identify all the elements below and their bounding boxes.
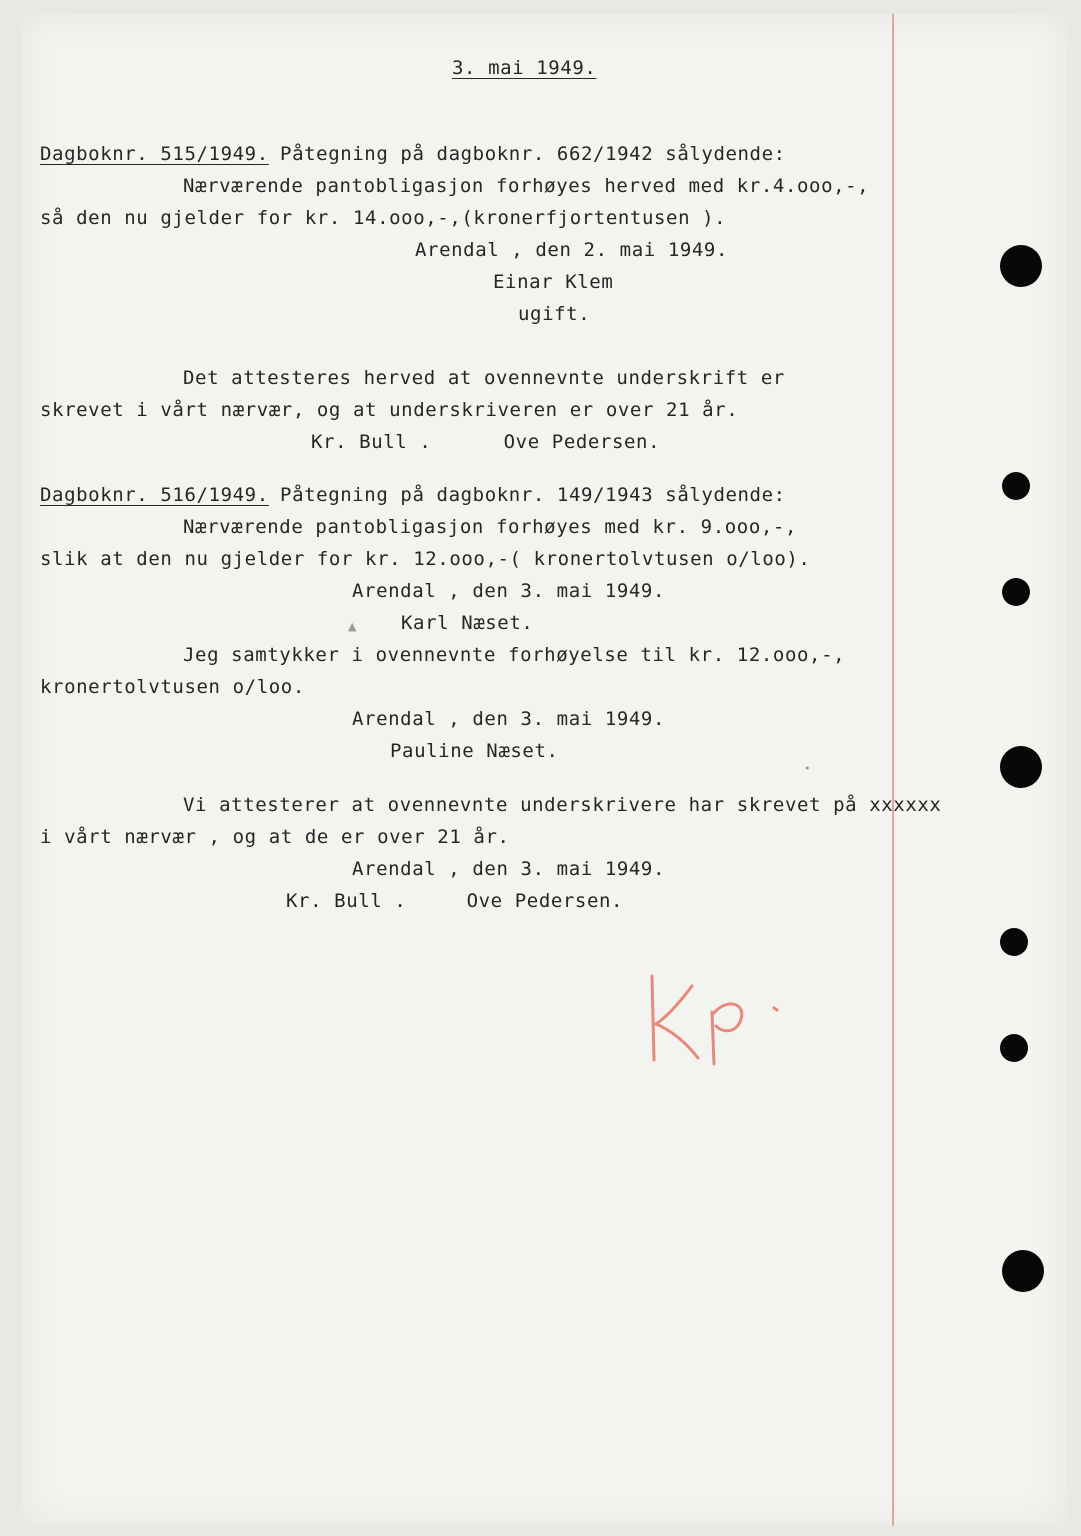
consent-text-line: kronertolvtusen o/loo. xyxy=(40,676,305,698)
entry-heading-text: Påtegning på dagboknr. 149/1943 sålydende: xyxy=(268,484,786,506)
entry-text-line: Nærværende pantobligasjon forhøyes med kr. 9.ooo,-, xyxy=(183,516,797,538)
punch-hole xyxy=(1000,1034,1028,1062)
consent-text-line: Jeg samtykker i ovennevnte forhøyelse til kr. 12.ooo,-, xyxy=(183,644,846,666)
witness-names: Kr. Bull . Ove Pedersen. xyxy=(311,431,661,453)
punch-hole xyxy=(1000,928,1028,956)
witness-names: Kr. Bull . Ove Pedersen. xyxy=(286,890,624,912)
punch-hole xyxy=(1002,578,1030,606)
attestation-text-line: i vårt nærvær , og at de er over 21 år. xyxy=(40,826,510,848)
punch-hole xyxy=(1000,746,1042,788)
attestation-text-line: skrevet i vårt nærvær, og at underskriveren er over 21 år. xyxy=(40,399,739,421)
handwritten-initials xyxy=(640,968,790,1068)
page-date: 3. mai 1949. xyxy=(452,57,597,79)
red-margin-rule xyxy=(892,14,894,1526)
place-date-line: Arendal , den 3. mai 1949. xyxy=(352,580,666,602)
entry-text-line: slik at den nu gjelder for kr. 12.ooo,-( kronertolvtusen o/loo). xyxy=(40,548,811,570)
signatory-name: Pauline Næset. xyxy=(390,740,559,762)
punch-hole xyxy=(1000,245,1042,287)
attestation-text-line: Det attesteres herved at ovennevnte underskrift er xyxy=(183,367,785,389)
entry-reference: Dagboknr. 515/1949. xyxy=(40,143,269,165)
place-date-line: Arendal , den 2. mai 1949. xyxy=(415,239,729,261)
entry-reference: Dagboknr. 516/1949. xyxy=(40,484,269,506)
signatory-name: Einar Klem xyxy=(493,271,614,293)
punch-hole xyxy=(1002,1250,1044,1292)
place-date-line: Arendal , den 3. mai 1949. xyxy=(352,858,666,880)
attestation-text-line: Vi attesterer at ovennevnte underskrivere har skrevet på xxxxxx xyxy=(183,794,942,816)
signatory-name: Karl Næset. xyxy=(401,612,534,634)
place-date-line: Arendal , den 3. mai 1949. xyxy=(352,708,666,730)
stray-mark: ▲ xyxy=(348,620,357,633)
punch-hole xyxy=(1002,472,1030,500)
signatory-status: ugift. xyxy=(518,303,591,325)
entry-text-line: Nærværende pantobligasjon forhøyes herved med kr.4.ooo,-, xyxy=(183,175,870,197)
entry-heading-text: Påtegning på dagboknr. 662/1942 sålydende: xyxy=(268,143,786,165)
stray-mark: • xyxy=(804,762,811,775)
entry-text-line: så den nu gjelder for kr. 14.ooo,-,(kronerfjortentusen ). xyxy=(40,207,727,229)
